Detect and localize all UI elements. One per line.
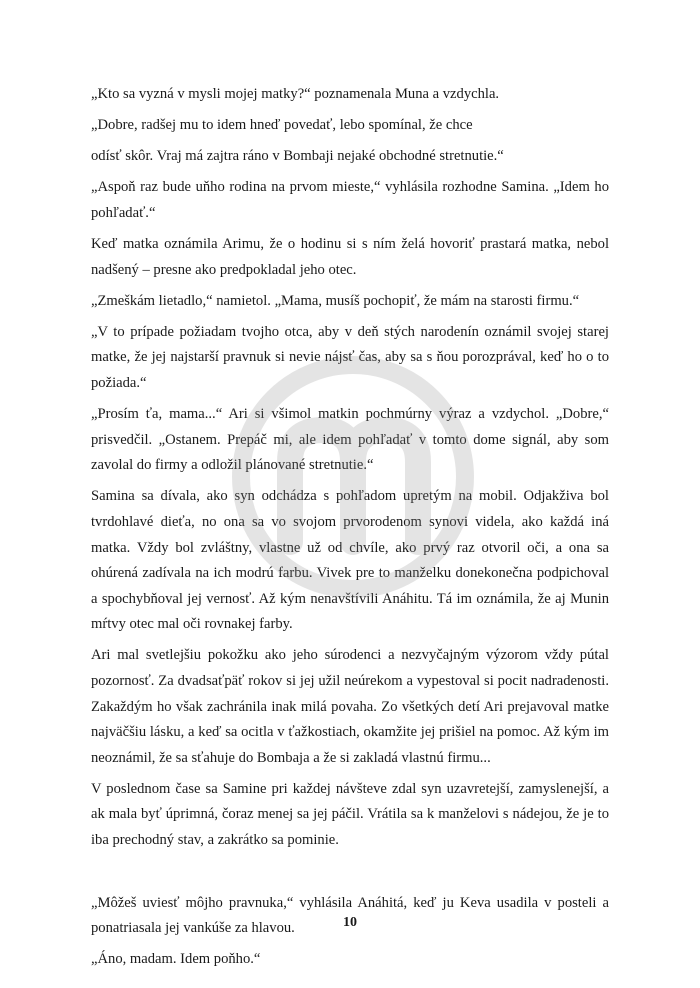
body-text: [91, 82, 609, 978]
paragraph-9: Samina sa dívala, ako syn odchádza s pohľadom upretým na mobil. Odjakživa bol tvrdohlavé dieťa, no ona sa vo svojom prvorodenom synovi videla, ako každá iná matka. Vždy bol zvláštny, vlastne už od chvíle, ako prvý raz otvoril oči, a ona sa ohúrená zadívala na ich modrú farbu. Vivek pre to manželku donekonečna podpichoval a spochybňoval jej vernosť. Až kým nenavštívili Anáhitu. Tá im oznámila, že aj Munin mŕtvy otec mal oči rovnakej farby.: [91, 488, 609, 633]
paragraph-2: „Dobre, radšej mu to idem hneď povedať, lebo spomínal, že chce: [91, 117, 473, 134]
paragraph-11: V poslednom čase sa Samine pri každej návšteve zdal syn uzavretejší, zamyslenejší, a ak mala byť úprimná, čoraz menej sa jej páčil. Vrátila sa k manželovi s nádejou, že je to iba prechodný stav, a zakrátko sa pominie.: [91, 780, 609, 849]
paragraph-10: Ari mal svetlejšiu pokožku ako jeho súrodenci a nezvyčajným výzorom vždy pútal pozornosť. Za dvadsaťpäť rokov si jej užil neúrekom a vypestoval si pocit nadradenosti. Zakaždým ho však zachránila inak milá povaha. Zo všetkých detí Ari prejavoval matke najväčšiu lásku, a keď sa ocitla v ťažkostiach, okamžite jej prišiel na pomoc. Až kým im neoznámil, že sa sťahuje do Bombaja a že si zakladá vlastnú firmu...: [91, 647, 609, 766]
paragraph-6: „Zmeškám lietadlo,“ namietol. „Mama, musíš pochopiť, že mám na starosti firmu.“: [91, 292, 580, 309]
paragraph-5: Keď matka oznámila Arimu, že o hodinu si s ním želá hovoriť prastará matka, nebol nadšený – presne ako predpokladal jeho otec.: [91, 235, 609, 278]
paragraph-1: „Kto sa vyzná v mysli mojej matky?“ poznamenala Muna a vzdychla.: [91, 86, 500, 102]
paragraph-4: „Aspoň raz bude uňho rodina na prvom mieste,“ vyhlásila rozhodne Samina. „Idem ho pohľadať.“: [91, 179, 609, 221]
paragraph-8: „Prosím ťa, mama...“ Ari si všimol matkin pochmúrny výraz a vzdychol. „Dobre,“ prisvedčil. „Ostanem. Prepáč mi, ale idem pohľadať v tomto dome signál, aby som zavolal do firmy a odložil plánované stretnutie.“: [91, 406, 609, 474]
paragraph-12: „Môžeš uviesť môjho pravnuka,“ vyhlásila Anáhitá, keď ju Keva usadila v posteli a ponatriasala jej vankúše za hlavou.: [91, 894, 609, 937]
paragraph-13: „Áno, madam. Idem poňho.“: [91, 951, 261, 968]
paragraph-3: odísť skôr. Vraj má zajtra ráno v Bombaji nejaké obchodné stretnutie.“: [91, 148, 504, 165]
paragraph-7: „V to prípade požiadam tvojho otca, aby v deň stých narodenín oznámil svojej starej matke, že jej najstarší pravnuk si nevie nájsť čas, aby sa s ňou porozprával, keď ho o to požiada.“: [91, 323, 609, 391]
page-number: 10: [343, 915, 357, 930]
